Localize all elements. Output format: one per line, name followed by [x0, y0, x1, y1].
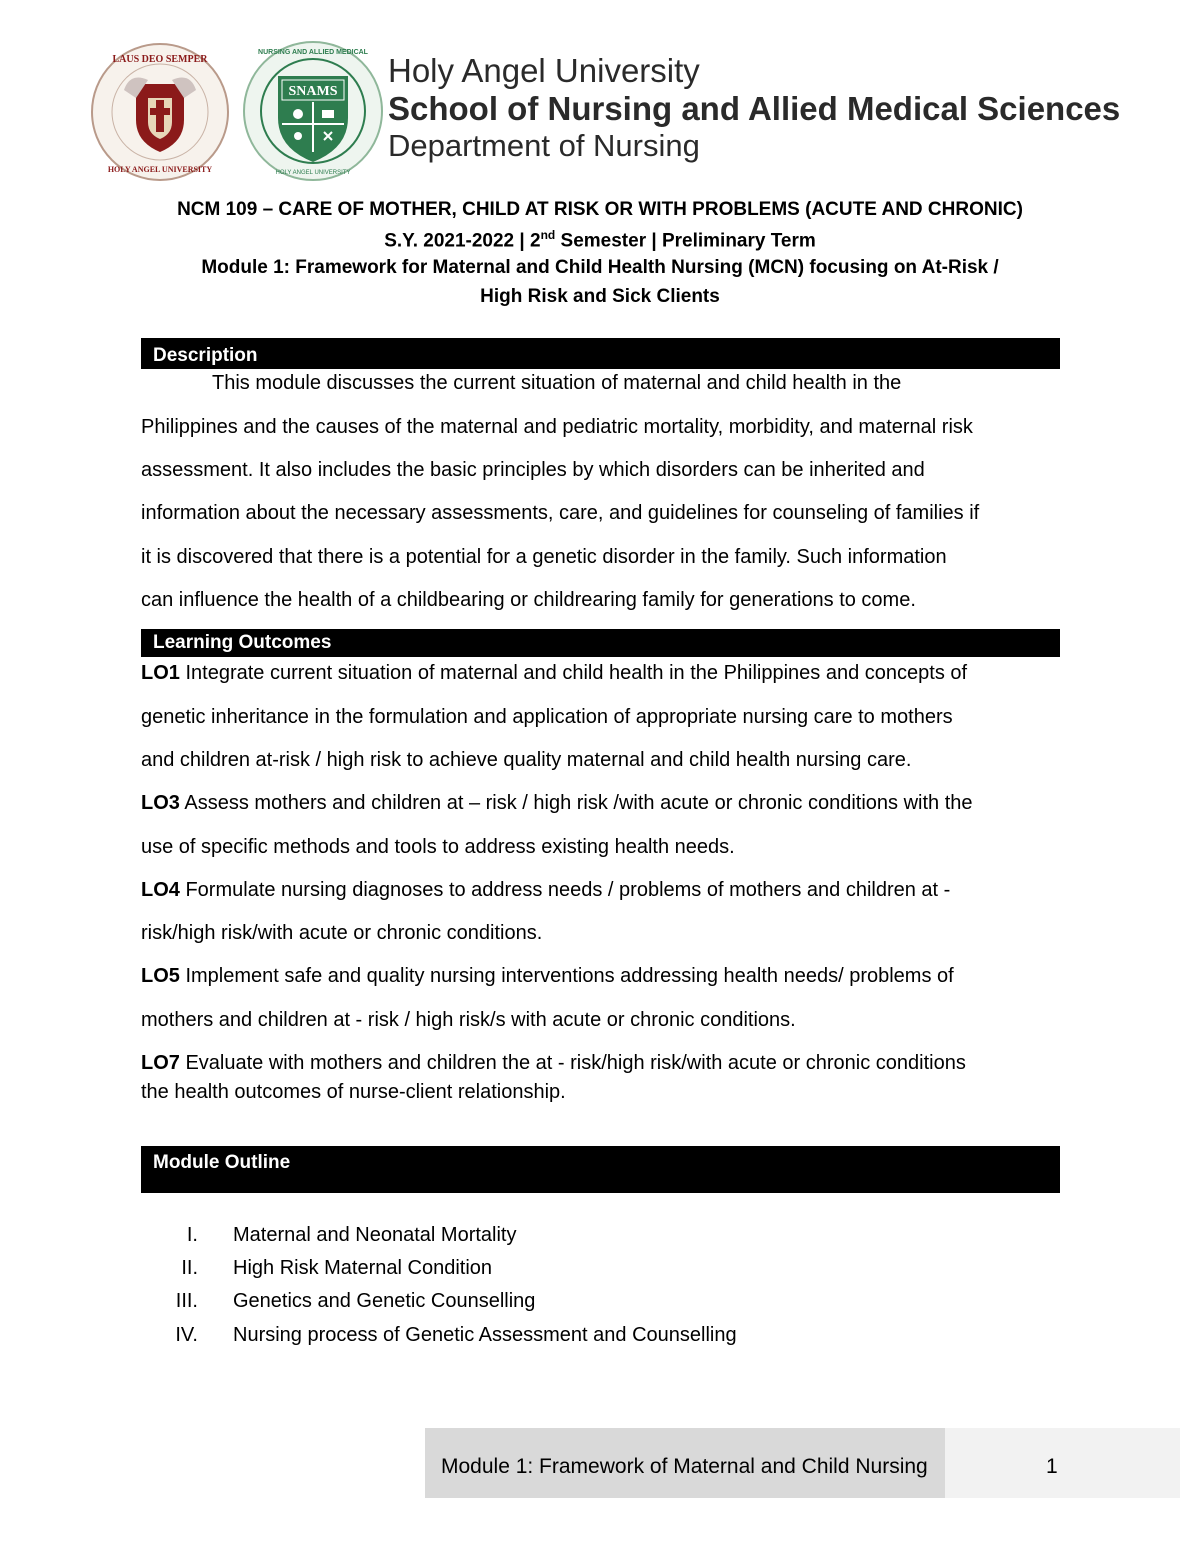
- outline-item: Maternal and Neonatal Mortality: [233, 1224, 517, 1246]
- lo-code: LO1: [141, 662, 180, 684]
- description-line: information about the necessary assessments, care, and guidelines for counseling of families if: [141, 502, 980, 524]
- module-title-line1: Module 1: Framework for Maternal and Child Health Nursing (MCN) focusing on At-Risk /: [201, 257, 999, 278]
- lo7-line: the health outcomes of nurse-client relationship.: [141, 1081, 566, 1103]
- footer-text: Module 1: Framework of Maternal and Child Nursing: [441, 1455, 928, 1478]
- snams-seal-logo: [242, 40, 384, 182]
- description-heading: Description: [141, 338, 1060, 369]
- lo4-line: LO4 Formulate nursing diagnoses to address needs / problems of mothers and children at -: [141, 879, 951, 901]
- svg-text:HOLY ANGEL UNIVERSITY: HOLY ANGEL UNIVERSITY: [107, 165, 213, 174]
- outline-number: IV.: [175, 1324, 198, 1346]
- school-year-line: S.Y. 2021-2022 | 2nd Semester | Preliminary Term: [384, 228, 816, 252]
- learning-outcomes-heading: Learning Outcomes: [141, 629, 1060, 657]
- outline-number: III.: [175, 1290, 198, 1312]
- outline-item: Nursing process of Genetic Assessment and Counselling: [233, 1324, 737, 1346]
- lo-code: LO5: [141, 965, 180, 987]
- lo5-line: LO5 Implement safe and quality nursing interventions addressing health needs/ problems of: [141, 965, 954, 987]
- lo3-line: LO3 Assess mothers and children at – risk / high risk /with acute or chronic conditions with the: [141, 792, 973, 814]
- lo7-line: LO7 Evaluate with mothers and children the at - risk/high risk/with acute or chronic conditions: [141, 1052, 966, 1074]
- description-line: can influence the health of a childbearing or childrearing family for generations to come.: [141, 589, 916, 611]
- svg-text:HOLY ANGEL UNIVERSITY: HOLY ANGEL UNIVERSITY: [275, 170, 351, 176]
- department-name: Department of Nursing: [388, 128, 700, 163]
- svg-text:LAUS DEO SEMPER: LAUS DEO SEMPER: [112, 54, 208, 65]
- svg-text:SNAMS: SNAMS: [288, 84, 338, 99]
- lo1-line: genetic inheritance in the formulation and application of appropriate nursing care to mothers: [141, 706, 953, 728]
- outline-item: High Risk Maternal Condition: [233, 1257, 493, 1279]
- outline-item: Genetics and Genetic Counselling: [233, 1290, 536, 1312]
- lo-code: LO7: [141, 1052, 180, 1074]
- lo4-line: risk/high risk/with acute or chronic conditions.: [141, 922, 543, 944]
- university-name: Holy Angel University: [388, 52, 700, 89]
- lo-code: LO3: [141, 792, 180, 814]
- course-title: NCM 109 – CARE OF MOTHER, CHILD AT RISK OR WITH PROBLEMS (ACUTE AND CHRONIC): [177, 199, 1023, 220]
- description-line: assessment. It also includes the basic principles by which disorders can be inherited and: [141, 459, 925, 481]
- lo5-line: mothers and children at - risk / high risk/s with acute or chronic conditions.: [141, 1009, 796, 1031]
- module-title-line2: High Risk and Sick Clients: [480, 286, 720, 307]
- lo3-line: use of specific methods and tools to address existing health needs.: [141, 836, 735, 858]
- outline-number: II.: [181, 1257, 198, 1279]
- page-number: 1: [1046, 1455, 1058, 1478]
- footer-page-box: [945, 1428, 1180, 1498]
- description-line: Philippines and the causes of the maternal and pediatric mortality, morbidity, and maternal risk: [141, 416, 973, 438]
- description-line: This module discusses the current situation of maternal and child health in the: [212, 372, 902, 394]
- hau-seal-logo: [90, 42, 230, 182]
- svg-text:NURSING AND ALLIED MEDICAL: NURSING AND ALLIED MEDICAL: [258, 49, 368, 56]
- description-line: it is discovered that there is a potential for a genetic disorder in the family. Such information: [141, 546, 947, 568]
- lo-code: LO4: [141, 879, 180, 901]
- module-outline-heading: Module Outline: [141, 1146, 1060, 1193]
- outline-number: I.: [186, 1224, 198, 1246]
- lo1-line: and children at-risk / high risk to achieve quality maternal and child health nursing care.: [141, 749, 912, 771]
- lo1-line: LO1 Integrate current situation of maternal and child health in the Philippines and concepts of: [141, 662, 968, 684]
- school-name: School of Nursing and Allied Medical Sciences: [388, 90, 1121, 127]
